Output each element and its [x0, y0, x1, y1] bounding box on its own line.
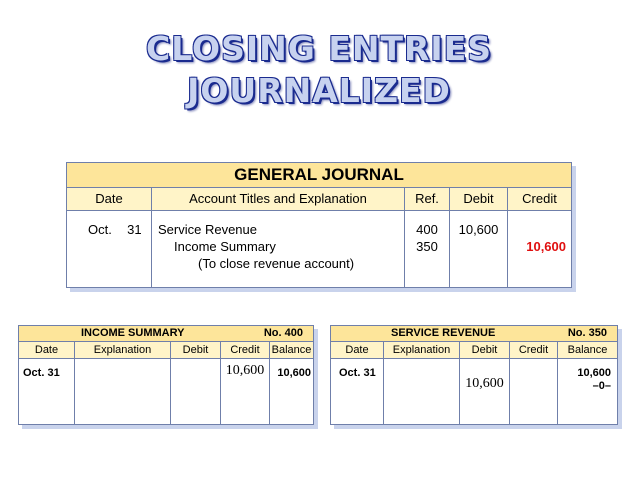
entry-debit — [450, 211, 508, 287]
entry-ref-2: 350 — [416, 239, 438, 254]
service-revenue-header — [331, 326, 617, 342]
col-account-titles: Account Titles and Explanation — [152, 188, 405, 210]
income-summary-balance: 10,600 — [277, 367, 311, 379]
col-credit: Credit — [221, 342, 270, 358]
service-revenue-balance — [558, 359, 617, 424]
income-summary-explanation — [75, 359, 171, 424]
col-date: Date — [19, 342, 75, 358]
service-revenue-number: No. 350 — [567, 327, 607, 339]
entry-refs — [405, 211, 450, 287]
col-credit: Credit — [510, 342, 558, 358]
col-date: Date — [67, 188, 152, 210]
entry-date — [67, 211, 152, 287]
income-summary-debit — [171, 359, 221, 424]
service-revenue-date: Oct. 31 — [331, 359, 384, 424]
income-summary-date: Oct. 31 — [19, 359, 75, 424]
service-revenue-balance-1: 10,600 — [577, 367, 611, 379]
service-revenue-columns — [331, 342, 617, 359]
service-revenue-name: SERVICE REVENUE — [391, 327, 496, 339]
entry-explanation: (To close revenue account) — [198, 256, 355, 271]
col-ref: Ref. — [405, 188, 450, 210]
entry-credit — [508, 211, 571, 287]
income-summary-account — [18, 325, 314, 425]
entry-date-day: 31 — [127, 222, 142, 237]
service-revenue-account — [330, 325, 618, 425]
entry-credit-account: Income Summary — [174, 239, 276, 254]
general-journal-heading: GENERAL JOURNAL — [67, 163, 571, 188]
col-explanation: Explanation — [75, 342, 171, 358]
income-summary-name: INCOME SUMMARY — [81, 327, 185, 339]
col-balance: Balance — [567, 344, 608, 356]
col-date: Date — [331, 342, 384, 358]
income-summary-columns — [19, 342, 313, 359]
income-summary-row — [19, 359, 313, 424]
col-debit: Debit — [460, 342, 510, 358]
title-line-1: CLOSING ENTRIES — [145, 29, 493, 68]
col-balance: Balance — [271, 344, 312, 356]
service-revenue-debit: 10,600 — [460, 359, 510, 424]
journal-entry-row — [67, 211, 571, 287]
col-credit: Credit — [522, 191, 557, 206]
service-revenue-credit — [510, 359, 558, 424]
entry-debit-amount: 10,600 — [458, 222, 499, 237]
col-debit: Debit — [450, 188, 508, 210]
income-summary-credit: 10,600 — [221, 359, 270, 424]
col-debit: Debit — [171, 342, 221, 358]
entry-debit-account: Service Revenue — [158, 222, 257, 237]
col-explanation: Explanation — [384, 342, 460, 358]
entry-credit-amount: 10,600 — [526, 239, 566, 254]
service-revenue-row — [331, 359, 617, 424]
income-summary-header — [19, 326, 313, 342]
general-journal-columns — [67, 188, 571, 211]
income-summary-number: No. 400 — [263, 327, 303, 339]
entry-date-month: Oct. — [88, 222, 112, 237]
page-title — [0, 28, 638, 112]
title-line-2: JOURNALIZED — [187, 71, 451, 110]
entry-accounts — [152, 211, 405, 287]
service-revenue-balance-2: –0– — [592, 380, 611, 392]
entry-ref-1: 400 — [416, 222, 438, 237]
general-journal — [66, 162, 572, 288]
service-revenue-explanation — [384, 359, 460, 424]
